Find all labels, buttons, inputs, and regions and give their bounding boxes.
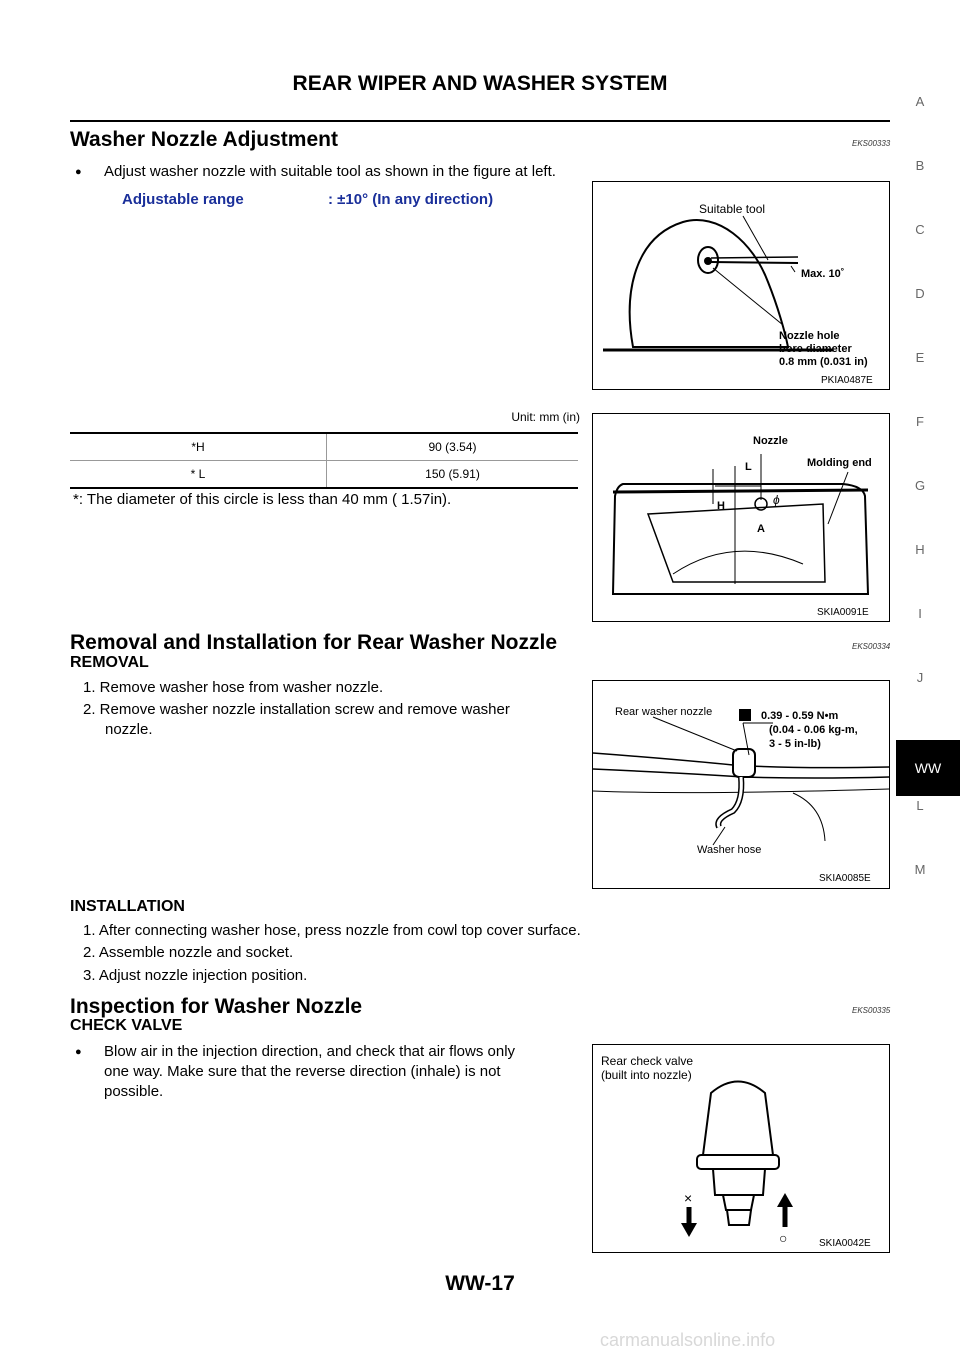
side-index-j[interactable]: J xyxy=(916,670,924,685)
label-l: L xyxy=(745,461,752,473)
label-suitable-tool: Suitable tool xyxy=(699,202,766,216)
figure-id: SKIA0091E xyxy=(817,607,869,618)
label-molding-end: Molding end xyxy=(807,457,872,469)
label-built-into-nozzle: (built into nozzle) xyxy=(601,1068,692,1082)
bullet-icon: ● xyxy=(75,1046,82,1058)
section-title-inspection: Inspection for Washer Nozzle xyxy=(70,995,363,1018)
nozzle-position-drawing xyxy=(593,414,889,621)
page-header-title: REAR WIPER AND WASHER SYSTEM xyxy=(292,72,668,95)
watermark[interactable]: carmanualsonline.info xyxy=(600,1330,776,1350)
installation-step-3: 3. Adjust nozzle injection position. xyxy=(83,967,308,984)
side-index-g[interactable]: G xyxy=(914,478,926,493)
x-mark-icon: × xyxy=(684,1190,693,1206)
side-index-b[interactable]: B xyxy=(915,158,925,173)
installation-step-2: 2. Assemble nozzle and socket. xyxy=(83,944,294,961)
label-h: H xyxy=(717,500,725,512)
figure-check-valve xyxy=(592,1044,890,1253)
figure-id: SKIA0042E xyxy=(819,1238,871,1249)
table-row xyxy=(70,461,578,489)
removal-step-1: 1. Remove washer hose from washer nozzle. xyxy=(83,679,384,696)
figure-nozzle-adjustment xyxy=(592,181,890,390)
bullet-icon: ● xyxy=(75,166,82,178)
label-torque-1: 0.39 - 0.59 N•m xyxy=(761,710,839,722)
label-torque-3: 3 - 5 in-lb) xyxy=(769,738,821,750)
label-bore-diameter: bore diameter xyxy=(779,343,852,355)
torque-icon xyxy=(739,709,751,721)
range-label: Adjustable range xyxy=(122,191,244,208)
installation-step-1: 1. After connecting washer hose, press nozzle from cowl top cover surface. xyxy=(83,922,581,939)
label-max-angle: Max. 10˚ xyxy=(801,268,845,280)
label-rear-check-valve: Rear check valve xyxy=(601,1054,694,1068)
section-title-nozzle-adjustment: Washer Nozzle Adjustment xyxy=(70,128,338,151)
label-nozzle: Nozzle xyxy=(753,435,788,447)
label-a: A xyxy=(757,523,765,535)
side-index-h[interactable]: H xyxy=(915,542,925,557)
diameter-note: *: The diameter of this circle is less than 40 mm ( 1.57in). xyxy=(73,491,452,508)
table-cell: 150 (5.91) xyxy=(327,461,579,489)
label-diameter-value: 0.8 mm (0.031 in) xyxy=(779,356,868,368)
side-index-c[interactable]: C xyxy=(915,222,925,237)
figure-rear-washer-nozzle xyxy=(592,680,890,889)
side-index-a[interactable]: A xyxy=(915,94,925,109)
table-cell: *H xyxy=(70,433,327,461)
nozzle-adjustment-drawing xyxy=(593,182,889,389)
side-index-e[interactable]: E xyxy=(915,350,925,365)
check-valve-drawing xyxy=(593,1045,889,1252)
table-row xyxy=(70,433,578,461)
check-line-1: Blow air in the injection direction, and check that air flows only xyxy=(104,1043,516,1060)
section-code: EKS00334 xyxy=(852,642,891,651)
subsection-removal: REMOVAL xyxy=(70,654,149,671)
side-tab-ww[interactable]: WW xyxy=(896,740,960,796)
check-line-2: one way. Make sure that the reverse direction (inhale) is not xyxy=(104,1063,501,1080)
range-value: : ±10° (In any direction) xyxy=(328,191,494,208)
section-title-removal-installation: Removal and Installation for Rear Washer Nozzle xyxy=(70,631,557,654)
side-index-m[interactable]: M xyxy=(914,862,926,877)
removal-step-2: 2. Remove washer nozzle installation screw and remove washer xyxy=(83,701,510,718)
side-index-d[interactable]: D xyxy=(915,286,925,301)
figure-nozzle-position xyxy=(592,413,890,622)
label-washer-hose: Washer hose xyxy=(697,844,762,856)
figure-id: PKIA0487E xyxy=(821,375,873,386)
spec-table xyxy=(70,432,578,489)
subsection-installation: INSTALLATION xyxy=(70,898,185,915)
section-code: EKS00335 xyxy=(852,1006,891,1015)
removal-step-2-cont: nozzle. xyxy=(105,721,153,738)
side-index-f[interactable]: F xyxy=(916,414,924,429)
bullet-text: Adjust washer nozzle with suitable tool as shown in the figure at left. xyxy=(104,163,556,180)
label-nozzle-hole: Nozzle hole xyxy=(779,330,840,342)
check-line-3: possible. xyxy=(104,1083,164,1100)
label-rear-washer-nozzle: Rear washer nozzle xyxy=(615,706,713,718)
page-number: WW-17 xyxy=(445,1272,515,1295)
table-cell: * L xyxy=(70,461,327,489)
figure-id: SKIA0085E xyxy=(819,873,871,884)
side-index-l[interactable]: L xyxy=(916,798,924,813)
subsection-check-valve: CHECK VALVE xyxy=(70,1017,183,1034)
section-code: EKS00333 xyxy=(852,139,891,148)
label-phi: ϕ xyxy=(773,493,780,507)
table-cell: 90 (3.54) xyxy=(327,433,579,461)
side-index-i[interactable]: I xyxy=(918,606,922,621)
unit-label: Unit: mm (in) xyxy=(511,410,580,424)
rear-washer-nozzle-drawing xyxy=(593,681,889,888)
label-torque-2: (0.04 - 0.06 kg-m, xyxy=(769,724,858,736)
o-mark-icon: ○ xyxy=(779,1230,788,1246)
header-rule xyxy=(70,120,890,122)
